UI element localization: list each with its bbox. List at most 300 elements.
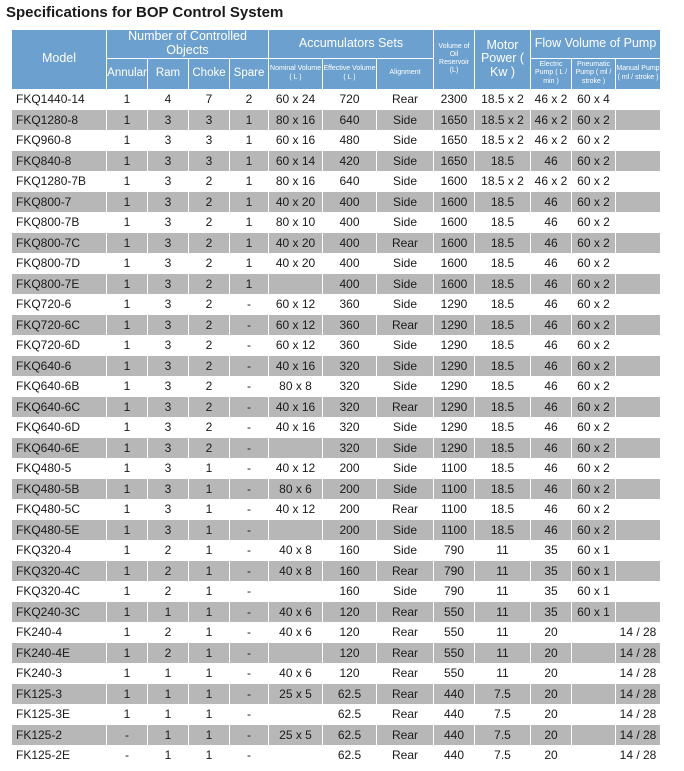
cell-alignment: Rear xyxy=(377,664,433,684)
cell-motor-power: 18.5 x 2 xyxy=(475,90,530,110)
cell-electric-pump: 46 xyxy=(531,233,571,253)
cell-manual-pump xyxy=(616,315,660,335)
cell-spare: - xyxy=(230,500,268,520)
table-row xyxy=(12,377,660,397)
cell-ram: 2 xyxy=(148,561,188,581)
cell-spare: - xyxy=(230,746,268,766)
cell-spare: 1 xyxy=(230,233,268,253)
cell-choke: 2 xyxy=(189,295,229,315)
cell-alignment: Rear xyxy=(377,561,433,581)
cell-pneumatic-pump: 60 x 1 xyxy=(572,602,615,622)
cell-motor-power: 7.5 xyxy=(475,725,530,745)
cell-annular: 1 xyxy=(107,520,147,540)
cell-oil-reservoir: 1290 xyxy=(434,336,474,356)
cell-model: FKQ480-5 xyxy=(12,459,106,479)
cell-annular: 1 xyxy=(107,623,147,643)
cell-choke: 1 xyxy=(189,684,229,704)
cell-effective-volume: 320 xyxy=(323,438,376,458)
cell-oil-reservoir: 1290 xyxy=(434,418,474,438)
header-oil-reservoir: Volume of Oil Reservoir (L) xyxy=(434,30,474,89)
cell-spare: 1 xyxy=(230,172,268,192)
cell-model: FKQ480-5C xyxy=(12,500,106,520)
cell-electric-pump: 46 xyxy=(531,520,571,540)
cell-choke: 1 xyxy=(189,623,229,643)
cell-alignment: Rear xyxy=(377,705,433,725)
cell-effective-volume: 720 xyxy=(323,90,376,110)
cell-choke: 3 xyxy=(189,110,229,130)
cell-manual-pump: 14 / 28 xyxy=(616,643,660,663)
cell-effective-volume: 200 xyxy=(323,520,376,540)
cell-manual-pump xyxy=(616,561,660,581)
cell-annular: 1 xyxy=(107,254,147,274)
cell-pneumatic-pump: 60 x 2 xyxy=(572,254,615,274)
cell-choke: 2 xyxy=(189,233,229,253)
cell-choke: 3 xyxy=(189,131,229,151)
cell-alignment: Side xyxy=(377,295,433,315)
cell-choke: 2 xyxy=(189,377,229,397)
cell-oil-reservoir: 1600 xyxy=(434,233,474,253)
cell-electric-pump: 46 xyxy=(531,418,571,438)
cell-annular: 1 xyxy=(107,295,147,315)
cell-annular: 1 xyxy=(107,233,147,253)
cell-annular: 1 xyxy=(107,90,147,110)
cell-alignment: Side xyxy=(377,418,433,438)
cell-manual-pump: 14 / 28 xyxy=(616,664,660,684)
table-row xyxy=(12,110,660,130)
cell-model: FKQ640-6B xyxy=(12,377,106,397)
cell-choke: 2 xyxy=(189,192,229,212)
cell-model: FKQ800-7D xyxy=(12,254,106,274)
cell-model: FKQ480-5E xyxy=(12,520,106,540)
cell-ram: 3 xyxy=(148,500,188,520)
cell-effective-volume: 400 xyxy=(323,233,376,253)
cell-model: FKQ840-8 xyxy=(12,151,106,171)
cell-nominal-volume: 40 x 6 xyxy=(269,623,322,643)
cell-spare: 1 xyxy=(230,192,268,212)
cell-electric-pump: 46 xyxy=(531,192,571,212)
cell-spare: - xyxy=(230,541,268,561)
cell-motor-power: 18.5 xyxy=(475,192,530,212)
cell-spare: - xyxy=(230,643,268,663)
table-row xyxy=(12,705,660,725)
cell-annular: 1 xyxy=(107,274,147,294)
cell-alignment: Side xyxy=(377,541,433,561)
cell-motor-power: 18.5 xyxy=(475,377,530,397)
cell-motor-power: 18.5 xyxy=(475,315,530,335)
cell-ram: 3 xyxy=(148,172,188,192)
cell-manual-pump xyxy=(616,233,660,253)
cell-nominal-volume xyxy=(269,438,322,458)
cell-nominal-volume: 60 x 12 xyxy=(269,315,322,335)
cell-pneumatic-pump: 60 x 2 xyxy=(572,377,615,397)
cell-alignment: Side xyxy=(377,131,433,151)
cell-alignment: Side xyxy=(377,110,433,130)
cell-alignment: Side xyxy=(377,377,433,397)
cell-alignment: Side xyxy=(377,274,433,294)
cell-pneumatic-pump: 60 x 2 xyxy=(572,172,615,192)
cell-electric-pump: 35 xyxy=(531,561,571,581)
cell-nominal-volume: 80 x 16 xyxy=(269,172,322,192)
table-row xyxy=(12,684,660,704)
cell-effective-volume: 400 xyxy=(323,254,376,274)
cell-pneumatic-pump: 60 x 1 xyxy=(572,561,615,581)
cell-nominal-volume: 40 x 12 xyxy=(269,500,322,520)
cell-pneumatic-pump: 60 x 2 xyxy=(572,356,615,376)
cell-effective-volume: 160 xyxy=(323,541,376,561)
cell-pneumatic-pump: 60 x 2 xyxy=(572,295,615,315)
cell-model: FK125-3 xyxy=(12,684,106,704)
cell-ram: 3 xyxy=(148,418,188,438)
cell-model: FKQ1280-7B xyxy=(12,172,106,192)
header-spare: Spare xyxy=(230,59,268,89)
cell-motor-power: 18.5 xyxy=(475,213,530,233)
table-row xyxy=(12,520,660,540)
cell-pneumatic-pump: 60 x 2 xyxy=(572,336,615,356)
cell-choke: 2 xyxy=(189,397,229,417)
cell-annular: 1 xyxy=(107,213,147,233)
cell-spare: - xyxy=(230,377,268,397)
cell-choke: 1 xyxy=(189,561,229,581)
cell-motor-power: 7.5 xyxy=(475,705,530,725)
cell-motor-power: 18.5 xyxy=(475,274,530,294)
cell-effective-volume: 120 xyxy=(323,602,376,622)
cell-model: FKQ800-7 xyxy=(12,192,106,212)
cell-oil-reservoir: 550 xyxy=(434,643,474,663)
table-row xyxy=(12,151,660,171)
cell-alignment: Rear xyxy=(377,500,433,520)
table-row xyxy=(12,274,660,294)
cell-effective-volume: 420 xyxy=(323,151,376,171)
cell-model: FKQ720-6D xyxy=(12,336,106,356)
cell-electric-pump: 20 xyxy=(531,664,571,684)
cell-motor-power: 18.5 xyxy=(475,438,530,458)
cell-motor-power: 11 xyxy=(475,602,530,622)
cell-electric-pump: 20 xyxy=(531,684,571,704)
cell-manual-pump xyxy=(616,541,660,561)
cell-alignment: Rear xyxy=(377,90,433,110)
cell-oil-reservoir: 1290 xyxy=(434,438,474,458)
table-row xyxy=(12,418,660,438)
cell-oil-reservoir: 790 xyxy=(434,561,474,581)
cell-annular: 1 xyxy=(107,377,147,397)
cell-nominal-volume: 60 x 24 xyxy=(269,90,322,110)
cell-model: FKQ320-4C xyxy=(12,582,106,602)
cell-electric-pump: 46 xyxy=(531,438,571,458)
cell-manual-pump xyxy=(616,151,660,171)
cell-pneumatic-pump: 60 x 1 xyxy=(572,582,615,602)
cell-annular: 1 xyxy=(107,172,147,192)
cell-manual-pump xyxy=(616,356,660,376)
cell-model: FKQ800-7E xyxy=(12,274,106,294)
table-row xyxy=(12,397,660,417)
cell-manual-pump xyxy=(616,192,660,212)
cell-spare: 2 xyxy=(230,90,268,110)
table-row xyxy=(12,500,660,520)
cell-electric-pump: 35 xyxy=(531,582,571,602)
cell-ram: 2 xyxy=(148,541,188,561)
cell-oil-reservoir: 550 xyxy=(434,664,474,684)
cell-annular: 1 xyxy=(107,664,147,684)
cell-model: FKQ640-6D xyxy=(12,418,106,438)
cell-choke: 1 xyxy=(189,705,229,725)
cell-ram: 3 xyxy=(148,233,188,253)
cell-ram: 3 xyxy=(148,295,188,315)
cell-nominal-volume: 60 x 14 xyxy=(269,151,322,171)
cell-ram: 3 xyxy=(148,356,188,376)
cell-spare: - xyxy=(230,725,268,745)
cell-motor-power: 18.5 xyxy=(475,356,530,376)
cell-motor-power: 11 xyxy=(475,664,530,684)
table-row xyxy=(12,746,660,766)
cell-annular: - xyxy=(107,746,147,766)
cell-ram: 2 xyxy=(148,582,188,602)
cell-choke: 3 xyxy=(189,151,229,171)
cell-nominal-volume: 40 x 6 xyxy=(269,664,322,684)
cell-pneumatic-pump: 60 x 2 xyxy=(572,151,615,171)
cell-oil-reservoir: 1600 xyxy=(434,254,474,274)
cell-pneumatic-pump: 60 x 2 xyxy=(572,213,615,233)
cell-effective-volume: 62.5 xyxy=(323,684,376,704)
cell-motor-power: 18.5 xyxy=(475,520,530,540)
cell-nominal-volume: 80 x 16 xyxy=(269,110,322,130)
cell-effective-volume: 120 xyxy=(323,643,376,663)
cell-nominal-volume: 80 x 6 xyxy=(269,479,322,499)
header-accumulators: Accumulators Sets xyxy=(269,30,433,58)
cell-motor-power: 18.5 xyxy=(475,397,530,417)
cell-annular: 1 xyxy=(107,705,147,725)
cell-motor-power: 18.5 xyxy=(475,233,530,253)
cell-effective-volume: 200 xyxy=(323,459,376,479)
cell-effective-volume: 160 xyxy=(323,582,376,602)
cell-oil-reservoir: 1650 xyxy=(434,131,474,151)
cell-annular: 1 xyxy=(107,459,147,479)
cell-manual-pump: 14 / 28 xyxy=(616,746,660,766)
cell-oil-reservoir: 1600 xyxy=(434,274,474,294)
cell-manual-pump xyxy=(616,479,660,499)
cell-annular: 1 xyxy=(107,561,147,581)
cell-effective-volume: 400 xyxy=(323,274,376,294)
cell-pneumatic-pump: 60 x 2 xyxy=(572,110,615,130)
cell-motor-power: 18.5 xyxy=(475,151,530,171)
cell-spare: 1 xyxy=(230,151,268,171)
cell-alignment: Side xyxy=(377,254,433,274)
cell-ram: 3 xyxy=(148,479,188,499)
cell-alignment: Side xyxy=(377,438,433,458)
cell-model: FKQ640-6 xyxy=(12,356,106,376)
cell-choke: 2 xyxy=(189,213,229,233)
cell-choke: 2 xyxy=(189,438,229,458)
cell-oil-reservoir: 1600 xyxy=(434,192,474,212)
header-flow-volume: Flow Volume of Pump xyxy=(531,30,660,58)
cell-spare: - xyxy=(230,418,268,438)
header-choke: Choke xyxy=(189,59,229,89)
cell-choke: 1 xyxy=(189,500,229,520)
cell-spare: - xyxy=(230,582,268,602)
cell-choke: 2 xyxy=(189,254,229,274)
cell-annular: 1 xyxy=(107,438,147,458)
cell-alignment: Rear xyxy=(377,623,433,643)
cell-choke: 1 xyxy=(189,479,229,499)
cell-ram: 3 xyxy=(148,110,188,130)
cell-effective-volume: 120 xyxy=(323,664,376,684)
cell-motor-power: 18.5 xyxy=(475,418,530,438)
cell-alignment: Side xyxy=(377,479,433,499)
cell-motor-power: 7.5 xyxy=(475,684,530,704)
cell-pneumatic-pump: 60 x 2 xyxy=(572,520,615,540)
cell-spare: - xyxy=(230,561,268,581)
cell-electric-pump: 46 xyxy=(531,274,571,294)
header-nominal-volume: Nominal Volume ( L ) xyxy=(269,59,322,89)
cell-annular: 1 xyxy=(107,541,147,561)
cell-annular: 1 xyxy=(107,315,147,335)
table-row xyxy=(12,90,660,110)
cell-ram: 3 xyxy=(148,213,188,233)
cell-nominal-volume: 60 x 16 xyxy=(269,131,322,151)
table-body xyxy=(12,90,660,766)
cell-choke: 2 xyxy=(189,274,229,294)
table-row xyxy=(12,213,660,233)
cell-ram: 4 xyxy=(148,90,188,110)
cell-nominal-volume: 80 x 10 xyxy=(269,213,322,233)
cell-annular: 1 xyxy=(107,356,147,376)
cell-choke: 1 xyxy=(189,643,229,663)
cell-effective-volume: 62.5 xyxy=(323,725,376,745)
cell-effective-volume: 640 xyxy=(323,110,376,130)
cell-alignment: Rear xyxy=(377,315,433,335)
cell-electric-pump: 46 x 2 xyxy=(531,172,571,192)
cell-oil-reservoir: 550 xyxy=(434,623,474,643)
cell-oil-reservoir: 790 xyxy=(434,541,474,561)
cell-spare: 1 xyxy=(230,110,268,130)
cell-nominal-volume: 60 x 12 xyxy=(269,336,322,356)
cell-oil-reservoir: 1100 xyxy=(434,459,474,479)
cell-alignment: Rear xyxy=(377,397,433,417)
cell-spare: 1 xyxy=(230,274,268,294)
cell-choke: 1 xyxy=(189,459,229,479)
cell-model: FKQ800-7C xyxy=(12,233,106,253)
cell-manual-pump xyxy=(616,336,660,356)
cell-ram: 1 xyxy=(148,684,188,704)
cell-choke: 1 xyxy=(189,582,229,602)
cell-motor-power: 11 xyxy=(475,623,530,643)
table-row xyxy=(12,438,660,458)
cell-spare: - xyxy=(230,664,268,684)
cell-manual-pump: 14 / 28 xyxy=(616,623,660,643)
table-row xyxy=(12,295,660,315)
cell-pneumatic-pump: 60 x 2 xyxy=(572,192,615,212)
cell-oil-reservoir: 1100 xyxy=(434,520,474,540)
cell-manual-pump xyxy=(616,377,660,397)
cell-effective-volume: 62.5 xyxy=(323,705,376,725)
cell-model: FKQ800-7B xyxy=(12,213,106,233)
cell-effective-volume: 400 xyxy=(323,213,376,233)
cell-alignment: Rear xyxy=(377,643,433,663)
cell-nominal-volume: 40 x 20 xyxy=(269,254,322,274)
cell-annular: 1 xyxy=(107,151,147,171)
cell-pneumatic-pump xyxy=(572,664,615,684)
header-effective-volume: Effective Volume ( L ) xyxy=(323,59,376,89)
cell-annular: 1 xyxy=(107,336,147,356)
cell-nominal-volume: 80 x 8 xyxy=(269,377,322,397)
cell-electric-pump: 46 xyxy=(531,295,571,315)
cell-pneumatic-pump: 60 x 2 xyxy=(572,459,615,479)
cell-manual-pump: 14 / 28 xyxy=(616,705,660,725)
cell-annular: - xyxy=(107,725,147,745)
cell-spare: - xyxy=(230,295,268,315)
table-row xyxy=(12,315,660,335)
cell-effective-volume: 480 xyxy=(323,131,376,151)
cell-oil-reservoir: 790 xyxy=(434,582,474,602)
cell-alignment: Side xyxy=(377,172,433,192)
cell-oil-reservoir: 1290 xyxy=(434,295,474,315)
cell-motor-power: 18.5 xyxy=(475,295,530,315)
cell-annular: 1 xyxy=(107,397,147,417)
cell-oil-reservoir: 440 xyxy=(434,705,474,725)
cell-motor-power: 7.5 xyxy=(475,746,530,766)
cell-alignment: Rear xyxy=(377,602,433,622)
cell-manual-pump xyxy=(616,131,660,151)
cell-model: FK240-3 xyxy=(12,664,106,684)
cell-electric-pump: 46 xyxy=(531,377,571,397)
cell-alignment: Side xyxy=(377,213,433,233)
cell-electric-pump: 20 xyxy=(531,705,571,725)
cell-effective-volume: 320 xyxy=(323,418,376,438)
cell-effective-volume: 360 xyxy=(323,336,376,356)
cell-pneumatic-pump xyxy=(572,746,615,766)
header-ram: Ram xyxy=(148,59,188,89)
cell-model: FKQ1440-14 xyxy=(12,90,106,110)
cell-alignment: Rear xyxy=(377,746,433,766)
cell-ram: 3 xyxy=(148,151,188,171)
cell-effective-volume: 62.5 xyxy=(323,746,376,766)
cell-alignment: Side xyxy=(377,336,433,356)
cell-manual-pump xyxy=(616,213,660,233)
cell-electric-pump: 46 xyxy=(531,479,571,499)
cell-motor-power: 18.5 xyxy=(475,459,530,479)
cell-alignment: Side xyxy=(377,459,433,479)
cell-nominal-volume xyxy=(269,520,322,540)
cell-oil-reservoir: 1290 xyxy=(434,397,474,417)
cell-manual-pump xyxy=(616,438,660,458)
cell-nominal-volume: 25 x 5 xyxy=(269,725,322,745)
table-row xyxy=(12,602,660,622)
cell-model: FKQ720-6 xyxy=(12,295,106,315)
cell-ram: 3 xyxy=(148,377,188,397)
cell-effective-volume: 320 xyxy=(323,377,376,397)
cell-manual-pump xyxy=(616,295,660,315)
cell-spare: - xyxy=(230,459,268,479)
cell-nominal-volume xyxy=(269,274,322,294)
cell-electric-pump: 46 xyxy=(531,397,571,417)
cell-annular: 1 xyxy=(107,192,147,212)
cell-nominal-volume: 40 x 8 xyxy=(269,561,322,581)
cell-choke: 1 xyxy=(189,520,229,540)
cell-alignment: Side xyxy=(377,151,433,171)
cell-ram: 1 xyxy=(148,725,188,745)
cell-nominal-volume: 40 x 6 xyxy=(269,602,322,622)
table-row xyxy=(12,254,660,274)
cell-effective-volume: 640 xyxy=(323,172,376,192)
cell-oil-reservoir: 1100 xyxy=(434,500,474,520)
cell-manual-pump xyxy=(616,520,660,540)
cell-pneumatic-pump: 60 x 2 xyxy=(572,479,615,499)
cell-oil-reservoir: 1290 xyxy=(434,315,474,335)
cell-nominal-volume: 40 x 16 xyxy=(269,356,322,376)
cell-annular: 1 xyxy=(107,643,147,663)
cell-nominal-volume xyxy=(269,582,322,602)
cell-effective-volume: 360 xyxy=(323,315,376,335)
table-row xyxy=(12,541,660,561)
